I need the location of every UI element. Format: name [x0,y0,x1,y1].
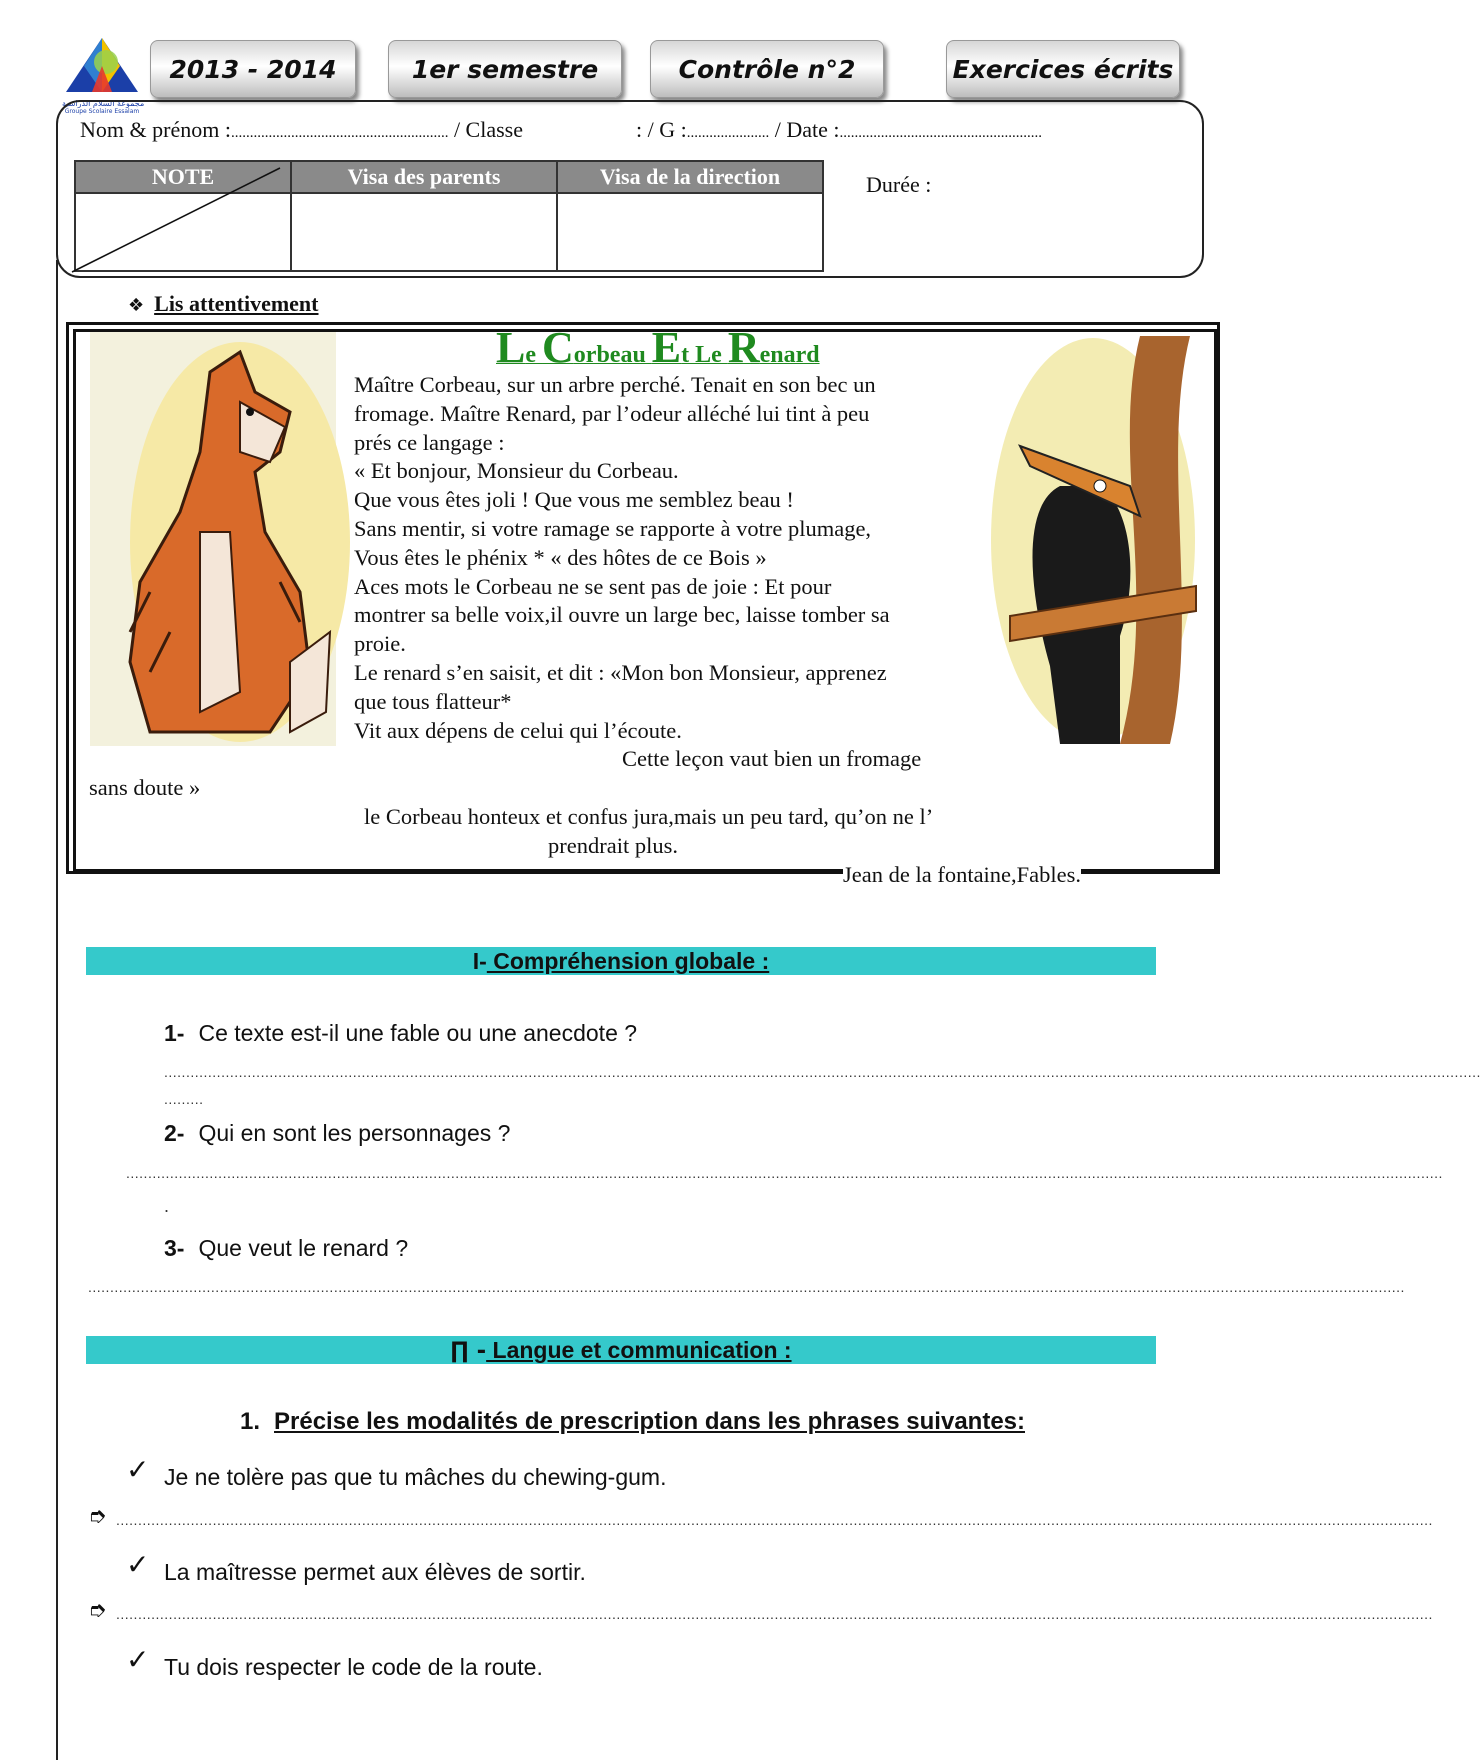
title-part-tle: t Le [681,342,728,368]
fable-line: Vit aux dépens de celui qui l’écoute. [354,717,682,743]
sentence-2: La maîtresse permet aux élèves de sortir. [164,1559,586,1585]
fable-line: Maître Corbeau, sur un arbre perché. Tenait en son bec un [354,372,876,397]
exercise-1-text: Précise les modalités de prescription dans les phrases suivantes: [274,1408,1025,1435]
answer-line-1[interactable]: ............................................................................................................................................................................................................................................................................................................ [164,1064,1481,1080]
fable-line-sans-doute: sans doute » [89,775,201,800]
fable-line: proie. [354,631,406,657]
fable-line: montrer sa belle voix,il ouvre un large bec, laisse tomber sa [354,602,890,628]
student-info-line [80,117,523,143]
sentence-1-answer-line[interactable]: ............................................................................................................................................................................................................................................................................................................ [116,1512,1433,1528]
read-instruction-text: Lis attentivement [154,291,319,316]
logo-caption-french: Groupe Scolaire Essalam [64,108,140,115]
parents-visa-header: Visa des parents [291,161,557,193]
school-logo [62,36,145,115]
exercise-1-title [240,1408,1025,1436]
logo-caption-arabic: مجموعة السلام الدراسية [62,99,145,108]
section2-number: ∏ - [450,1338,487,1364]
title-part-orbeau: orbeau [573,342,652,368]
direction-visa-cell[interactable] [557,193,823,271]
fable-line: Sans mentir, si votre ramage se rapporte à votre plumage, [354,515,872,541]
direction-visa-header: Visa de la direction [557,161,823,193]
answer-line-1b[interactable]: ......... [164,1091,204,1107]
title-part-l: L [496,323,526,372]
question-1 [164,1020,637,1047]
check-icon: ✓ [126,1453,150,1486]
fable-line-prendrait: prendrait plus. [548,833,678,858]
title-part-enard: enard [759,342,820,368]
question-3 [164,1235,408,1262]
answer-arrow-icon: ➮ [88,1598,107,1623]
sentence-2-answer-line[interactable]: ............................................................................................................................................................................................................................................................................................................ [116,1606,1433,1622]
question-1-number: 1- [164,1020,185,1046]
exercise-1-number: 1. [240,1408,261,1435]
check-icon: ✓ [126,1548,150,1581]
answer-line-2b[interactable]: . [164,1196,170,1216]
fable-line: « Et bonjour, Monsieur du Corbeau. [354,458,679,484]
title-part-c: C [542,323,574,372]
question-2 [164,1120,510,1147]
fable-line: que tous flatteur* [354,688,512,714]
answer-line-2[interactable]: ............................................................................................................................................................................................................................................................................................................ [126,1165,1443,1181]
section2-title: Langue et communication : [486,1337,792,1363]
title-part-e: e [525,342,543,368]
question-2-number: 2- [164,1120,185,1146]
section1-number: I- [472,948,487,974]
sentence-3: Tu dois respecter le code de la route. [164,1654,543,1680]
class-label: / Classe [453,117,523,142]
fable-line: Vous êtes le phénix * « des hôtes de ce Bois » [354,544,767,570]
left-margin-rule [56,260,58,1760]
name-field[interactable]: .......................................................... [230,125,449,141]
fable-line: fromage. Maître Renard, par l’odeur alléché lui tint à peu [354,400,870,426]
fox-icon [90,332,336,746]
header-tab-year: 2013 - 2014 [150,40,356,98]
crow-illustration [990,336,1196,744]
group-line [636,117,1042,143]
fable-text [354,371,954,745]
header-tab-exercises: Exercices écrits [946,40,1180,98]
read-instruction [128,291,319,317]
grades-table [74,160,824,272]
fox-illustration [90,332,336,746]
question-3-number: 3- [164,1235,185,1261]
question-2-text: Qui en sont les personnages ? [198,1120,511,1146]
date-field[interactable]: ...................................................... [839,125,1042,141]
diagonal-slash [76,164,288,242]
sentence-1: Je ne tolère pas que tu mâches du chewing-gum. [164,1464,667,1490]
answer-arrow-icon: ➮ [88,1504,107,1529]
parents-visa-cell[interactable] [291,193,557,271]
section-language-header [86,1336,1156,1364]
group-label: : / G : [636,117,687,142]
title-part-r: R [727,323,760,372]
date-label: / Date : [774,117,840,142]
diamond-bullet-icon: ❖ [128,295,145,316]
section-comprehension-header [86,947,1156,975]
logo-icon [62,36,142,94]
crow-icon [990,336,1196,744]
fable-line: Que vous êtes joli ! Que vous me semblez beau ! [354,487,794,513]
header-tab-semester: 1er semestre [388,40,622,98]
note-header: NOTE [75,161,291,193]
text-title [496,322,820,373]
header-tab-control: Contrôle n°2 [650,40,884,98]
duration-label: Durée : [866,172,932,197]
title-part-e2: E [651,323,682,372]
note-cell[interactable] [75,193,291,271]
name-label: Nom & prénom : [80,117,231,142]
group-field[interactable]: ...................... [686,125,770,141]
check-icon: ✓ [126,1643,150,1676]
question-1-text: Ce texte est-il une fable ou une anecdote ? [198,1020,638,1046]
question-3-text: Que veut le renard ? [198,1235,409,1261]
fable-line: Aces mots le Corbeau ne se sent pas de joie : Et pour [354,573,832,599]
fable-line-honteux: le Corbeau honteux et confus jura,mais un peu tard, qu’on ne l’ [364,804,934,829]
answer-line-3[interactable]: ............................................................................................................................................................................................................................................................................................................ [88,1279,1405,1295]
fable-author: Jean de la fontaine,Fables. [843,862,1082,887]
fable-line-lecon: Cette leçon vaut bien un fromage [622,746,922,771]
section1-title: Compréhension globale : [486,948,770,974]
fable-line: prés ce langage : [354,429,505,455]
fable-line: Le renard s’en saisit, et dit : «Mon bon Monsieur, apprenez [354,659,887,685]
